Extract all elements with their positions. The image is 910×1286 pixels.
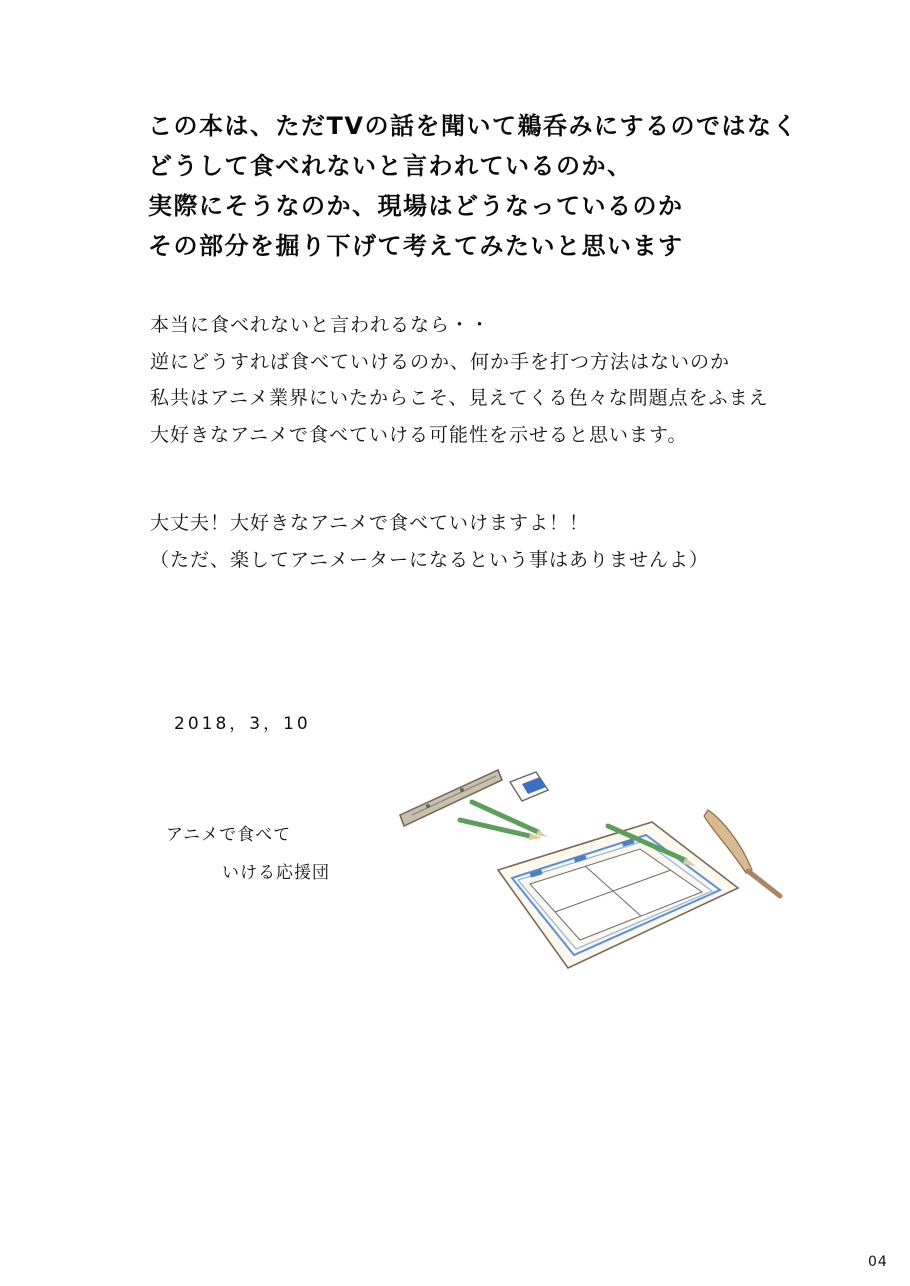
- body-line: 私共はアニメ業界にいたからこそ、見えてくる色々な問題点をふまえ: [150, 387, 769, 409]
- lead-line: この本は、ただTVの話を聞いて鵜呑みにするのではなく: [148, 112, 798, 140]
- body-line: 大丈夫！大好きなアニメで食べていけますよ！！: [150, 512, 590, 534]
- ruler-icon: [400, 770, 502, 826]
- body-paragraph-1: [150, 307, 769, 453]
- lead-paragraph: [148, 106, 798, 266]
- signature-line-2: いける応援団: [222, 863, 330, 883]
- lead-line: その部分を掘り下げて考えてみたいと思います: [148, 232, 684, 260]
- body-line: 本当に食べれないと言われるなら・・: [150, 314, 491, 336]
- eraser-icon: [510, 772, 548, 801]
- body-paragraph-2: [150, 505, 709, 578]
- lead-line: 実際にそうなのか、現場はどうなっているのか: [148, 192, 684, 220]
- date-text: 2018，3，10: [174, 714, 311, 734]
- drawing-tools-illustration: [390, 760, 800, 980]
- body-line: 大好きなアニメで食べていける可能性を示せると思います。: [150, 423, 688, 446]
- body-line: （ただ、楽してアニメーターになるという事はありませんよ）: [150, 548, 710, 571]
- lead-line: どうして食べれないと言われているのか、: [148, 152, 633, 180]
- page-number: 04: [868, 1254, 888, 1270]
- animation-paper-icon: [498, 822, 738, 968]
- signature-line-1: アニメで食べて: [166, 825, 292, 845]
- body-line: 逆にどうすれば食べていけるのか、何か手を打つ方法はないのか: [150, 350, 731, 373]
